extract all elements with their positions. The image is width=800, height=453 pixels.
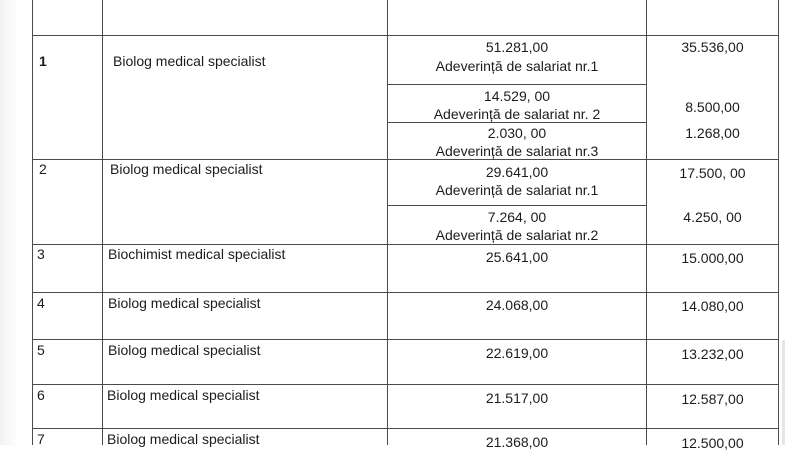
job-title: Biolog medical specialist [108, 295, 261, 311]
job-title: Biolog medical specialist [108, 342, 261, 358]
income-value: 2.030, 00 [487, 125, 547, 141]
income-value: 21.517,00 [485, 390, 549, 406]
income-value: 29.641,00 [485, 164, 549, 180]
income-value: 24.068,00 [485, 297, 549, 313]
amount-value: 8.500,00 [685, 99, 740, 115]
table-border [32, 0, 33, 445]
document-ref: Adeverință de salariat nr.1 [435, 58, 599, 74]
income-value: 7.264, 00 [487, 209, 547, 225]
document-ref: Adeverință de salariat nr.3 [435, 143, 599, 159]
amount-value: 14.080,00 [681, 298, 744, 314]
row-number: 2 [39, 161, 47, 177]
table-border [102, 0, 103, 445]
document-ref: Adeverință de salariat nr.2 [435, 227, 599, 243]
row-number: 7 [37, 431, 45, 447]
row-number: 1 [39, 53, 47, 69]
document-ref: Adeverință de salariat nr. 2 [433, 106, 601, 122]
income-value: 51.281,00 [485, 39, 549, 55]
job-title: Biolog medical specialist [110, 161, 263, 177]
job-title: Biochimist medical specialist [108, 246, 286, 262]
row-number: 6 [37, 387, 45, 403]
amount-value: 12.587,00 [681, 391, 744, 407]
income-value: 22.619,00 [485, 345, 549, 361]
document-ref: Adeverință de salariat nr.1 [435, 182, 599, 198]
row-divider [387, 84, 647, 85]
income-value: 14.529, 00 [483, 88, 551, 104]
job-title: Biolog medical specialist [113, 53, 266, 69]
row-divider [32, 35, 779, 36]
income-value: 21.368,00 [485, 434, 549, 450]
amount-value: 4.250, 00 [683, 209, 742, 225]
amount-value: 35.536,00 [681, 39, 744, 55]
job-title: Biolog medical specialist [107, 387, 260, 403]
amount-value: 1.268,00 [685, 125, 740, 141]
amount-value: 13.232,00 [681, 346, 744, 362]
income-value: 25.641,00 [485, 249, 549, 265]
amount-value: 15.000,00 [681, 250, 744, 266]
amount-value: 12.500,00 [681, 435, 744, 451]
row-number: 3 [37, 246, 45, 262]
amount-value: 17.500, 00 [679, 165, 746, 181]
row-number: 4 [37, 295, 45, 311]
row-number: 5 [37, 342, 45, 358]
row-divider [387, 205, 647, 206]
job-title: Biolog medical specialist [107, 431, 260, 447]
